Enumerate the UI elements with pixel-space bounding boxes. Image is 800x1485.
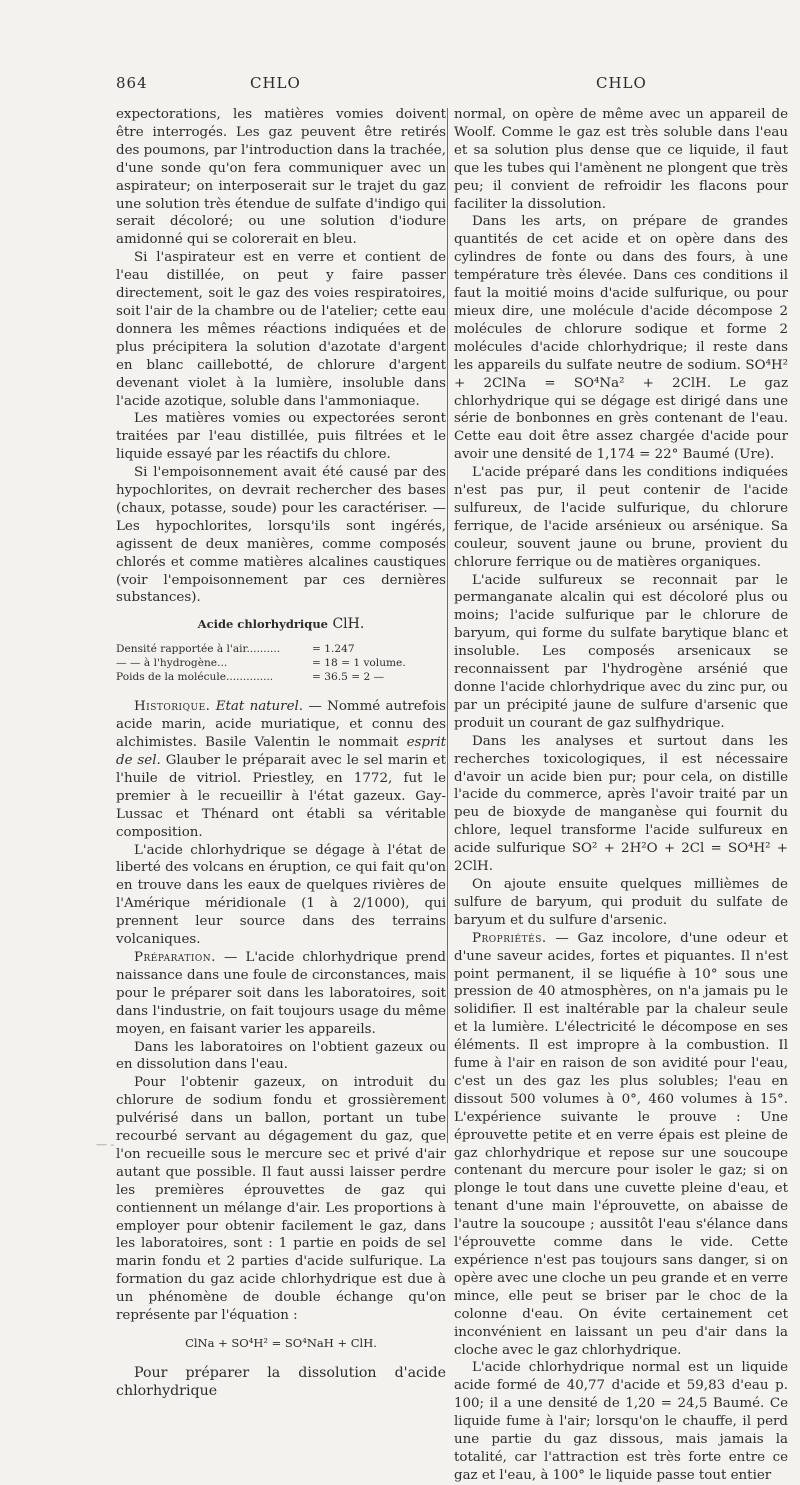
column-divider: [447, 108, 448, 1143]
paragraph: Dans les laboratoires on l'obtient gazeux ou en dissolution dans l'eau.: [116, 1039, 446, 1073]
paragraph: Pour l'obtenir gazeux, on introduit du chlorure de sodium fondu et grossièrement pulvérisé dans un ballon, portant un tube recourbé servant au dégagement du gaz, que l'on recueille sous le mercure sec et privé d'air autant que possible. Il faut aussi laisser perdre les premières éprouvettes de gaz qui contiennent un mélange d'air. Les proportions à employer pour obtenir facilement le gaz, dans les laboratoires, sont : 1 partie en poids de sel marin fondu et 2 parties d'acide sulfurique. La formation du gaz acide chlorhydrique est due à un phénomène de double échange qu'on représente par l'équation :: [116, 1075, 446, 1324]
spec-value: = 1.247: [312, 643, 355, 656]
running-head-left: CHLO: [250, 74, 301, 92]
paragraph: Pour préparer la dissolution d'acide chlorhydrique: [116, 1364, 446, 1399]
section-heading: [116, 616, 446, 634]
spec-value: = 18 = 1 volume.: [312, 657, 406, 670]
text-run: Glauber le préparait avec le sel marin et l'huile de vitriol. Priestley, en 1772, fut le premier à le recueillir à l'état gazeux. Gay-Lussac et Thénard ont établi sa véritable composition.: [116, 753, 446, 840]
paragraph: L'acide chlorhydrique se dégage à l'état de liberté des volcans en éruption, ce qui fait qu'on en trouve dans les eaux de quelques rivières de l'Amérique méridionale (1 à 2/1000), qui prennent leur source dans des terrains volcaniques.: [116, 842, 446, 948]
spec-value: = 36.5 = 2 —: [312, 671, 385, 684]
spec-label: Poids de la molécule..............: [116, 671, 274, 684]
paragraph: Dans les arts, on prépare de grandes quantités de cet acide et on opère dans des cylindres de fonte ou dans des fours, à une température très élevée. Dans ces conditions il faut la moitié moins d'acide sulfurique, ou pour mieux dire, une molécule d'acide décompose 2 molécules de chlorure sodique et forme 2 molécules d'acide chlorhydrique; il reste dans les appareils du sulfate neutre de sodium. SO⁴H² + 2ClNa = SO⁴Na² + 2ClH. Le gaz chlorhydrique qui se dégage est dirigé dans une série de bonbonnes en grès contenant de l'eau. Cette eau doit être assez chargée d'acide pour avoir une densité de 1,174 = 22° Baumé (Ure).: [454, 214, 788, 463]
right-column: [454, 106, 788, 1485]
spec-label: — — à l'hydrogène...: [116, 657, 228, 670]
paragraph: Si l'aspirateur est en verre et contient de l'eau distillée, on peut y faire passer directement, soit le gaz des voies respiratoires, soit l'air de la chambre ou de l'atelier; cette eau donnera les mêmes réactions indiquées et de plus précipitera la solution d'azotate d'argent en blanc caillebotté, de chlorure d'argent devenant violet à la lumière, insoluble dans l'acide azotique, soluble dans l'ammoniaque.: [116, 250, 446, 409]
chemical-equation: ClNa + SO⁴H² = SO⁴NaH + ClH.: [185, 1336, 377, 1350]
text-run: — L'acide chlorhydrique prend naissance dans une foule de circonstances, mais pour le préparer soit dans les laboratoires, soit dans l'industrie, on fait toujours usage du même moyen, en faisant varier les appareils.: [116, 949, 446, 1037]
paragraph-preparation: [116, 949, 446, 1039]
paragraph: Dans les analyses et surtout dans les recherches toxicologiques, il est nécessaire d'avoir un acide bien pur; pour cela, on distille l'acide du commerce, après l'avoir traité par un peu de bioxyde de manganèse qui fournit du chlore, lequel transforme l'acide sulfureux en acide sulfurique SO² + 2H²O + 2Cl = SO⁴H² + 2ClH.: [454, 733, 788, 875]
table-row: [116, 642, 446, 656]
page-number: 864: [116, 74, 148, 92]
footer-mark: — -: [96, 1138, 115, 1151]
table-row: [116, 670, 446, 684]
paragraph-historique: [116, 698, 446, 841]
table-row: [116, 656, 446, 670]
section-label: Propriétés.: [472, 930, 547, 946]
italic-term: esprit de sel.: [116, 735, 446, 768]
paragraph: L'acide sulfureux se reconnait par le permanganate alcalin qui est décoloré plus ou moins; l'acide sulfurique par le chlorure de baryum, qui forme du sulfate barytique blanc et insoluble. Les composés arsenicaux se reconnaissent par l'hydrogène arsénié que donne l'acide chlorhydrique avec du zinc pur, ou par un précipité jaune de sulfure d'arsenic que produit un courant de gaz sulfhydrique.: [454, 572, 788, 731]
paragraph: On ajoute ensuite quelques millièmes de sulfure de baryum, qui produit du sulfate de baryum et du sulfure d'arsenic.: [454, 876, 788, 928]
paragraph: Si l'empoisonnement avait été causé par des hypochlorites, on devrait rechercher des bases (chaux, potasse, soude) pour les caractériser. — Les hypochlorites, lorsqu'ils sont ingérés, agissent de deux manières, comme composés chlorés et comme matières alcalines caustiques (voir l'empoisonnement par ces dernières substances).: [116, 465, 446, 606]
spec-label: Densité rapportée à l'air..........: [116, 643, 281, 656]
paragraph: expectorations, les matières vomies doivent être interrogés. Les gaz peuvent être retirés des poumons, par l'introduction dans la trachée, d'une sonde qu'on fera communiquer avec un aspirateur; on interposerait sur le trajet du gaz une solution très étendue de sulfate d'indigo qui serait décoloré; ou une solution d'iodure amidonné qui se colorerait en bleu.: [116, 107, 446, 248]
italic-term: Etat naturel.: [215, 699, 304, 715]
paragraph: normal, on opère de même avec un appareil de Woolf. Comme le gaz est très soluble dans l'eau et sa solution plus dense que ce liquide, il faut que les tubes qui l'amènent ne plongent que très peu; il convient de refroidir les flacons pour faciliter la dissolution.: [454, 107, 788, 212]
paragraph: L'acide préparé dans les conditions indiquées n'est pas pur, il peut contenir de l'acide sulfureux, de l'acide sulfurique, du chlorure ferrique, de l'acide arsénieux ou arsénique. Sa couleur, souvent jaune ou brune, provient du chlorure ferrique ou de matières organiques.: [454, 465, 788, 570]
left-column: [116, 106, 446, 1401]
running-head-right: CHLO: [596, 74, 647, 92]
section-label: Préparation.: [134, 949, 216, 965]
properties-table: [116, 642, 446, 684]
section-formula: ClH.: [332, 616, 365, 633]
text-run: — Gaz incolore, d'une odeur et d'une saveur acides, fortes et piquantes. Il n'est point permanent, il se liquéfie à 10° sous une pression de 40 atmosphères, on n'a jamais pu le solidifier. Il est inaltérable par la chaleur seule et la lumière. L'électricité le décompose en ses éléments. Il est impropre à la combustion. Il fume à l'air en raison de son avidité pour l'eau, c'est un des gaz les plus solubles; l'eau en dissout 500 volumes à 0°, 460 volumes à 15°. L'expérience suivante le prouve : Une éprouvette petite et en verre épais est pleine de gaz chlorhydrique et repose sur une soucoupe contenant du mercure pour isoler le gaz; si on plonge le tout dans une cuvette pleine d'eau, et tenant d'une main l'éprouvette, on abaisse de l'autre la soucoupe ; aussitôt l'eau s'élance dans l'éprouvette comme dans le vide. Cette expérience n'est pas toujours sans danger, si on opère avec une cloche un peu grande et en verre mince, elle peut se briser par le choc de la colonne d'eau. On évite certainement cet inconvénient en laissant un peu d'air dans la cloche avec le gaz chlorhydrique.: [454, 930, 788, 1358]
text-run: — Nommé autrefois acide marin, acide muriatique, et connu des alchimistes. Basile Valentin le nommait: [116, 699, 446, 751]
section-title: Acide chlorhydrique: [197, 617, 329, 632]
section-label: Historique.: [134, 699, 211, 715]
paragraph: Les matières vomies ou expectorées seront traitées par l'eau distillée, puis filtrées et le liquide essayé par les réactifs du chlore.: [116, 411, 446, 463]
paragraph-proprietes: [454, 930, 788, 1360]
paragraph: L'acide chlorhydrique normal est un liquide acide formé de 40,77 d'acide et 59,83 d'eau p. 100; il a une densité de 1,20 = 24,5 Baumé. Ce liquide fume à l'air; lorsqu'on le chauffe, il perd une partie du gaz dissous, mais jamais la totalité, car l'attraction est très forte entre ce gaz et l'eau, à 100° le liquide passe tout entier: [454, 1360, 788, 1483]
